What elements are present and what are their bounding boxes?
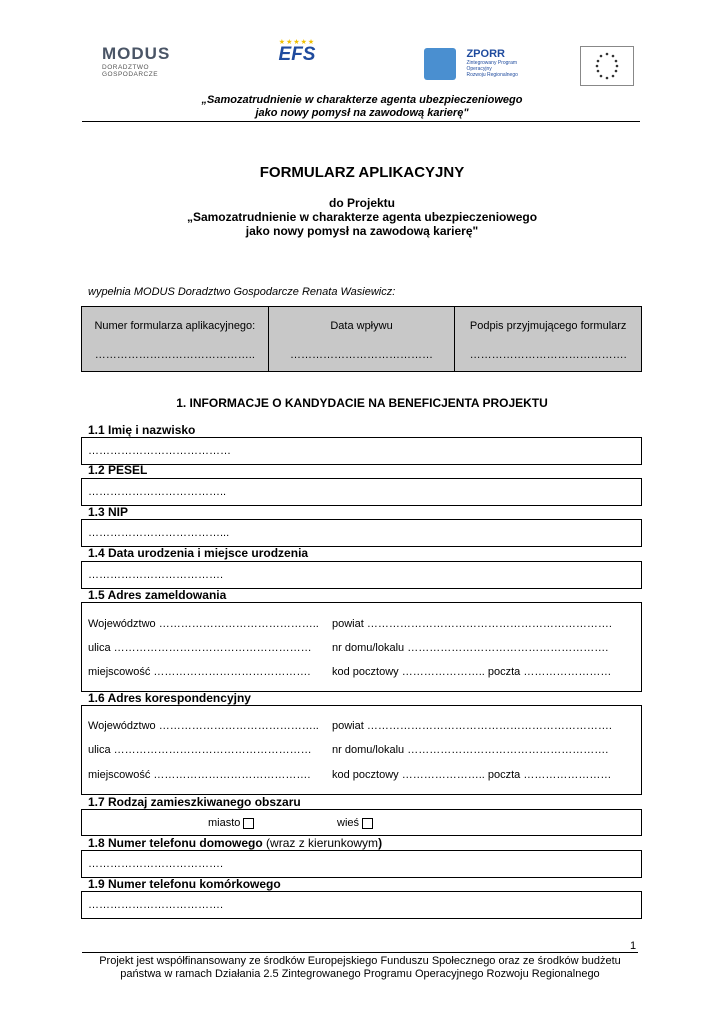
home-phone-label-end: ) — [378, 836, 383, 850]
name-label: 1.1 Imię i nazwisko — [88, 423, 196, 437]
birth-value: ………………………………. — [88, 569, 224, 581]
page-title: FORMULARZ APLIKACYJNY — [259, 164, 465, 181]
house-number-field[interactable]: nr domu/lokalu ………………………………………………. — [332, 642, 609, 654]
page-number: 1 — [630, 940, 637, 952]
efs-logo — [272, 38, 322, 66]
registered-address-field[interactable] — [81, 602, 642, 692]
office-cell-form-number — [82, 307, 269, 371]
birth-label: 1.4 Data urodzenia i miejsce urodzenia — [88, 546, 309, 560]
modus-logo-sub1: DORADZTWO — [102, 64, 150, 71]
footer-line2: państwa w ramach Działania 2.5 Zintegrowanego Programu Operacyjnego Rozwoju Regionalnego — [120, 968, 600, 980]
puzzle-icon — [424, 48, 456, 80]
pesel-field[interactable] — [81, 478, 642, 506]
modus-logo-word: MODUS — [102, 44, 171, 63]
office-cell-date — [269, 307, 456, 371]
nip-field[interactable] — [81, 519, 642, 547]
street-field[interactable]: ulica ……………………………………………… — [88, 642, 312, 654]
voivodeship-field[interactable]: Województwo …………………………………….. — [88, 618, 319, 630]
county-field[interactable]: powiat …………………………………………………………. — [332, 720, 612, 732]
area-option-city[interactable] — [208, 817, 254, 829]
pesel-label: 1.2 PESEL — [88, 463, 148, 477]
modus-logo — [102, 44, 171, 78]
correspondence-address-field[interactable] — [81, 705, 642, 795]
footer-line1: Projekt jest współfinansowany ze środków Europejskiego Funduszu Społecznego oraz ze środków budżetu — [99, 955, 621, 967]
name-value: ………………………………… — [88, 445, 231, 457]
page-subtitle — [0, 196, 724, 238]
header-divider — [82, 121, 640, 122]
birth-field[interactable] — [81, 561, 642, 589]
fill-note: wypełnia MODUS Doradztwo Gospodarcze Renata Wasiewicz: — [88, 286, 396, 298]
zporr-logo-sub3: Rozwoju Regionalnego — [466, 72, 518, 78]
footer-divider — [82, 952, 638, 953]
mobile-phone-label: 1.9 Numer telefonu komórkowego — [88, 877, 281, 891]
home-phone-value: ………………………………. — [88, 858, 224, 870]
house-number-field[interactable]: nr domu/lokalu ………………………………………………. — [332, 744, 609, 756]
name-field[interactable] — [81, 437, 642, 465]
zporr-logo — [424, 48, 518, 80]
area-label: 1.7 Rodzaj zamieszkiwanego obszaru — [88, 795, 301, 809]
header-line1: „Samozatrudnienie w charakterze agenta ubezpieczeniowego — [201, 94, 523, 106]
efs-stars-icon: ★★★★★ — [278, 39, 316, 46]
subtitle-line1: do Projektu — [328, 196, 395, 210]
office-value[interactable]: ……………………………………. — [469, 349, 627, 361]
office-value[interactable]: …………………………………….. — [94, 349, 255, 361]
zporr-logo-sub2: Operacyjny — [466, 66, 492, 72]
home-phone-label-note: (wraz z kierunkowym — [266, 836, 379, 850]
mobile-phone-field[interactable] — [81, 891, 642, 919]
modus-logo-sub2: GOSPODARCZE — [102, 71, 159, 78]
area-option-label: miasto — [208, 817, 241, 829]
office-label: Podpis przyjmującego formularz — [469, 320, 627, 332]
office-value[interactable]: ………………………………… — [290, 349, 433, 361]
postal-field[interactable]: kod pocztowy ………………….. poczta …………………… — [332, 769, 612, 781]
nip-label: 1.3 NIP — [88, 505, 129, 519]
registered-address-label: 1.5 Adres zameldowania — [88, 588, 227, 602]
header-line2: jako nowy pomysł na zawodową karierę" — [255, 107, 469, 119]
office-cell-signature — [455, 307, 641, 371]
subtitle-line3: jako nowy pomysł na zawodową karierę" — [245, 224, 479, 238]
efs-logo-word: EFS — [278, 44, 316, 65]
correspondence-address-label: 1.6 Adres korespondencyjny — [88, 691, 251, 705]
county-field[interactable]: powiat …………………………………………………………. — [332, 618, 612, 630]
zporr-logo-word: ZPORR — [466, 48, 505, 60]
home-phone-label-bold: 1.8 Numer telefonu domowego — [88, 836, 267, 850]
checkbox-icon[interactable] — [362, 818, 373, 829]
street-field[interactable]: ulica ……………………………………………… — [88, 744, 312, 756]
office-label: Numer formularza aplikacyjnego: — [94, 320, 256, 332]
pesel-value: ……………………………….. — [88, 486, 227, 498]
mobile-phone-value: ………………………………. — [88, 899, 224, 911]
area-option-village[interactable] — [337, 817, 373, 829]
subtitle-line2: „Samozatrudnienie w charakterze agenta ubezpieczeniowego — [186, 210, 538, 224]
eu-flag-icon — [580, 46, 634, 86]
city-field[interactable]: miejscowość ……………………………………. — [88, 666, 311, 678]
area-field — [81, 809, 642, 836]
home-phone-field[interactable] — [81, 850, 642, 878]
postal-field[interactable]: kod pocztowy ………………….. poczta …………………… — [332, 666, 612, 678]
footer-text — [82, 955, 638, 981]
zporr-logo-sub1: Zintegrowany Program — [466, 60, 518, 66]
city-field[interactable]: miejscowość ……………………………………. — [88, 769, 311, 781]
section-title: 1. INFORMACJE O KANDYDACIE NA BENEFICJENTA PROJEKTU — [176, 396, 548, 410]
header-tagline — [0, 94, 724, 120]
office-use-table — [81, 306, 642, 372]
home-phone-label — [88, 836, 382, 850]
area-option-label: wieś — [337, 817, 360, 829]
office-label: Data wpływu — [330, 320, 393, 332]
voivodeship-field[interactable]: Województwo …………………………………….. — [88, 720, 319, 732]
nip-value: ………………………………... — [88, 527, 230, 539]
checkbox-icon[interactable] — [243, 818, 254, 829]
